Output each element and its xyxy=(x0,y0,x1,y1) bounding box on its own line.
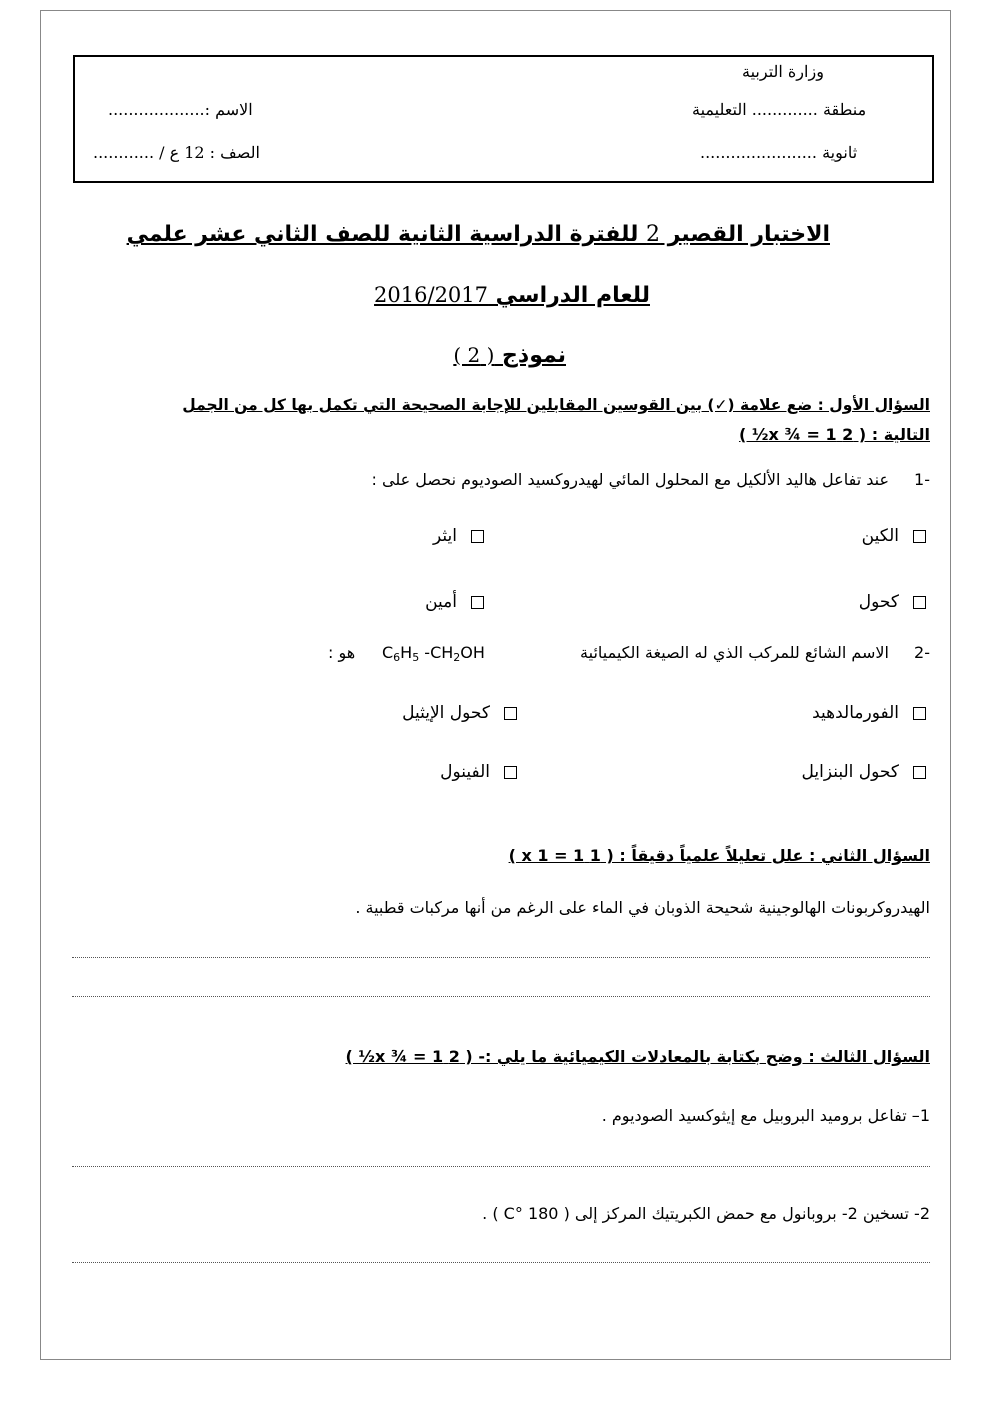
checkbox-icon[interactable] xyxy=(913,596,926,609)
q1-item1-number: -1 xyxy=(914,470,930,489)
checkbox-icon[interactable] xyxy=(504,707,517,720)
answer-line[interactable] xyxy=(72,957,930,958)
q1-item2-number: -2 xyxy=(914,643,930,662)
q1-item2-text-after: هو : xyxy=(328,643,356,662)
checkbox-icon[interactable] xyxy=(471,596,484,609)
class-field: الصف : 12 ع / ............ xyxy=(93,143,260,162)
q1-item2-text: الاسم الشائع للمركب الذي له الصيغة الكيميائية xyxy=(580,643,889,662)
checkbox-icon[interactable] xyxy=(913,530,926,543)
q1-item1-option-d[interactable]: أمين xyxy=(425,592,484,612)
exam-title: الاختبار القصير 2 للفترة الدراسية الثانية للصف الثاني عشر علمي xyxy=(126,222,830,247)
answer-line[interactable] xyxy=(72,1166,930,1167)
q1-item2-option-b[interactable]: كحول الإيثيل xyxy=(402,703,517,723)
q1-item1-option-c[interactable]: كحول xyxy=(859,592,926,612)
student-name-field: الاسم :................... xyxy=(108,100,253,119)
checkbox-icon[interactable] xyxy=(913,766,926,779)
q1-item2-option-d[interactable]: الفينول xyxy=(440,762,517,782)
page-border xyxy=(40,10,951,1360)
q1-item1-text: عند تفاعل هاليد الألكيل مع المحلول المائي لهيدروكسيد الصوديوم نحصل على : xyxy=(371,470,889,489)
checkbox-icon[interactable] xyxy=(913,707,926,720)
q1-item1-option-b[interactable]: ايثر xyxy=(433,526,484,546)
answer-line[interactable] xyxy=(72,996,930,997)
q3-item1: 1– تفاعل بروميد البروبيل مع إيثوكسيد الصوديوم . xyxy=(601,1106,930,1125)
model-number: نموذج ( 2 ) xyxy=(453,343,566,368)
region-field: منطقة ............. التعليمية xyxy=(692,100,867,119)
checkbox-icon[interactable] xyxy=(471,530,484,543)
q1-heading-points: التالية : ( 2 x ¾ = 1½ ) xyxy=(738,425,930,444)
q1-item1-option-a[interactable]: الكين xyxy=(862,526,926,546)
q1-heading: السؤال الأول : ضع علامة (✓) بين القوسين المقابلين للإجابة الصحيحة التي تكمل بها كل من الجمل xyxy=(182,396,930,414)
q3-heading: السؤال الثالث : وضح بكتابة بالمعادلات الكيميائية ما يلي :- ( 2 x ¾ = 1½ ) xyxy=(345,1047,930,1066)
q2-heading: السؤال الثاني : علل تعليلاً علمياً دقيقاً : ( 1 x 1 = 1 ) xyxy=(508,846,930,865)
school-field: ثانوية ....................... xyxy=(700,143,858,162)
academic-year: للعام الدراسي 2016/2017 xyxy=(374,283,650,308)
q1-item2-option-c[interactable]: كحول البنزايل xyxy=(802,762,926,782)
ministry-label: وزارة التربية xyxy=(742,62,824,81)
checkbox-icon[interactable] xyxy=(504,766,517,779)
q3-item2: 2- تسخين 2- بروبانول مع حمض الكبريتيك المركز إلى ( 180 °C ) . xyxy=(482,1204,930,1223)
q2-text: الهيدروكربونات الهالوجينية شحيحة الذوبان في الماء على الرغم من أنها مركبات قطبية . xyxy=(355,898,930,917)
answer-line[interactable] xyxy=(72,1262,930,1263)
q1-item2-option-a[interactable]: الفورمالدهيد xyxy=(812,703,926,723)
q1-item2-formula: $C_6H_5$ $-CH_2OH$ xyxy=(382,643,485,664)
